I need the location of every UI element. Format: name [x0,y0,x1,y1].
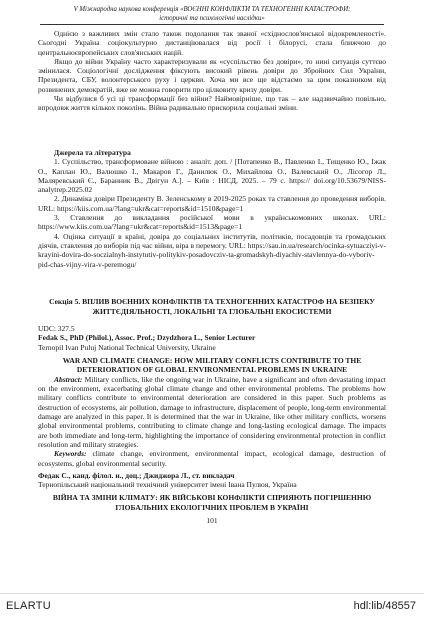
page-number: 101 [206,516,218,526]
body-paragraph-1: Однією з важливих змін стало також подолання так званої «східнослов'янської відокремленості». Сьогодні Україна соціокультурно дистанціювалася від росії і білорусі, стала ближчою до центральноєвропейських слов'янських націй. [38,29,386,57]
article-block [38,324,386,526]
udc-code: UDC: 327.5 [38,324,75,333]
abstract-label: Abstract: [54,374,83,384]
reference-item-3: 3. Ставлення до викладання російської мови в українськомовних школах. URL: https://www.kiis.com.ua/?lang=ukr&cat=reports&id=1513&page=1 [38,213,386,232]
abstract-paragraph [38,375,386,449]
body-paragraph-2: Якщо до війни Україну часто характеризували як «суспільство без довіри», то нині ситуація суттєво змінилася. Соціологічні дослідження фіксують високий рівень довіри до Збройних Сил України, Президента, СБУ, волонтерського руху і церкви. Хоча ми все ще відстаємо за цим показником від розвинених демократій, вже не можна говорити про цілковиту кризу довіри. [38,56,386,94]
keywords-text: climate change, environment, environmental impact, ecological damage, destruction of ecosystems, global environmental security. [38,449,387,468]
running-header-line2: історичні та психологічні наслідки» [159,14,265,22]
running-header-line1: V Міжнародна наукова конференція «ВОЄННІ КОНФЛІКТИ ТА ТЕХНОГЕННІ КАТАСТРОФИ: [73,6,351,13]
article-authors: Fedak S., PhD (Philol.), Assoc. Prof.; Dzydzhora L., Senior Lecturer [38,333,256,343]
reference-item-1: 1. Суспільство, трансформоване війною : аналіт. доп. / [Потапенко В., Павленко І., Тищенко Ю., Іжак О., Каплан Ю., Валюшко І., Макаров Г., Данилюк О., Михайлова О., Валевський О., Лісогор Л., Маляревський Є., Баранник В., Двігун А.]. – Київ : НІСД, 2025. – 79 с. https:// doi.org/10.53679/NISS-analytrep.2025.02 [38,157,386,195]
article-affiliation-ua: Тернопільський національний технічний університет імені Івана Пулюя, Україна [38,480,297,490]
abstract-text: Military conflicts, like the ongoing war in Ukraine, have a significant and often devastating impact on the environment, exacerbating global climate change and other environmental problems. The problems how military conflicts contribute to environmental deterioration are considered in this paper. Such problems as destruction of ecosystems, air pollution, damage to infrastructure, displacement of people, long-term environmental damage are analyzed in this paper. It is determined that the war in Ukraine, like other military conflicts, worsens global environmental problems, contributing to climate change and long-lasting ecological damage. The impacts are both immediate and long-term, highlighting the importance of considering environmental protection in conflict resolution and military strategies. [38,374,386,449]
viewer-footer-bar [0,593,424,620]
reference-item-4: 4. Оцінка ситуації в країні, довіра до соціальних інститутів, політиків, посадовців та громадських діячів, ставлення до виборів під час війни, віра в перемогу. URL: https://sau.in.ua/research/ocinka-sytuacziyi-v-krayini-dovira-do-soczialnyh-instytutiv-politykiv-posadovcziv-ta-gromadskyh-diyachiv-stavlennya-do-vyboriv-pid-chas-vijny-vira-v-peremogu/ [38,231,386,269]
references-heading: Джерела та література [54,148,131,157]
keywords-paragraph [38,449,386,468]
references-section [38,148,386,269]
body-text [38,29,386,113]
article-authors-ua: Федак С., канд. філол. н., доц.; Джиджора Л., ст. викладач [38,470,235,480]
section-title: Секція 5. ВПЛИВ ВОЄННИХ КОНФЛІКТІВ ТА ТЕХНОГЕННИХ КАТАСТРОФ НА БЕЗПЕКУ ЖИТТЄДІЯЛЬНОСТІ, ЛОКАЛЬНІ ТА ГЛОБАЛЬНІ ЕКОСИСТЕМИ [49,297,375,316]
running-header [40,6,384,25]
repository-label: ELARTU [6,600,51,612]
keywords-label: Keywords: [54,449,87,459]
article-title-ua: ВІЙНА ТА ЗМІНИ КЛІМАТУ: ЯК ВІЙСЬКОВІ КОНФЛІКТИ СПРИЯЮТЬ ПОГІРШЕННЮ ГЛОБАЛЬНИХ ЕКОЛОГІЧНИХ ПРОБЛЕМ В УКРАЇНІ [52,493,372,512]
body-paragraph-3: Чи відбулися б усі ці трансформації без війни? Наймовірніше, що так – але надзвичайно повільно, впродовж життя кількох поколінь. Війна радикально прискорила соціальні зміни. [38,94,386,113]
handle-identifier: hdl:lib/48557 [353,600,416,612]
article-affiliation: Ternopil Ivan Puluj National Technical University, Ukraine [38,342,216,352]
reference-item-2: 2. Динаміка довіри Президенту В. Зеленському в 2019-2025 роках та ставлення до проведення виборів. URL: https://kiis.com.ua/?lang=ukr&cat=reports&id=1510&page=1 [38,194,386,213]
article-title: WAR AND CLIMATE CHANGE: HOW MILITARY CONFLICTS CONTRIBUTE TO THE DETERIORATION OF GLOBAL ENVIRONMENTAL PROBLEMS IN UKRAINE [62,355,362,375]
header-rule [40,24,384,25]
